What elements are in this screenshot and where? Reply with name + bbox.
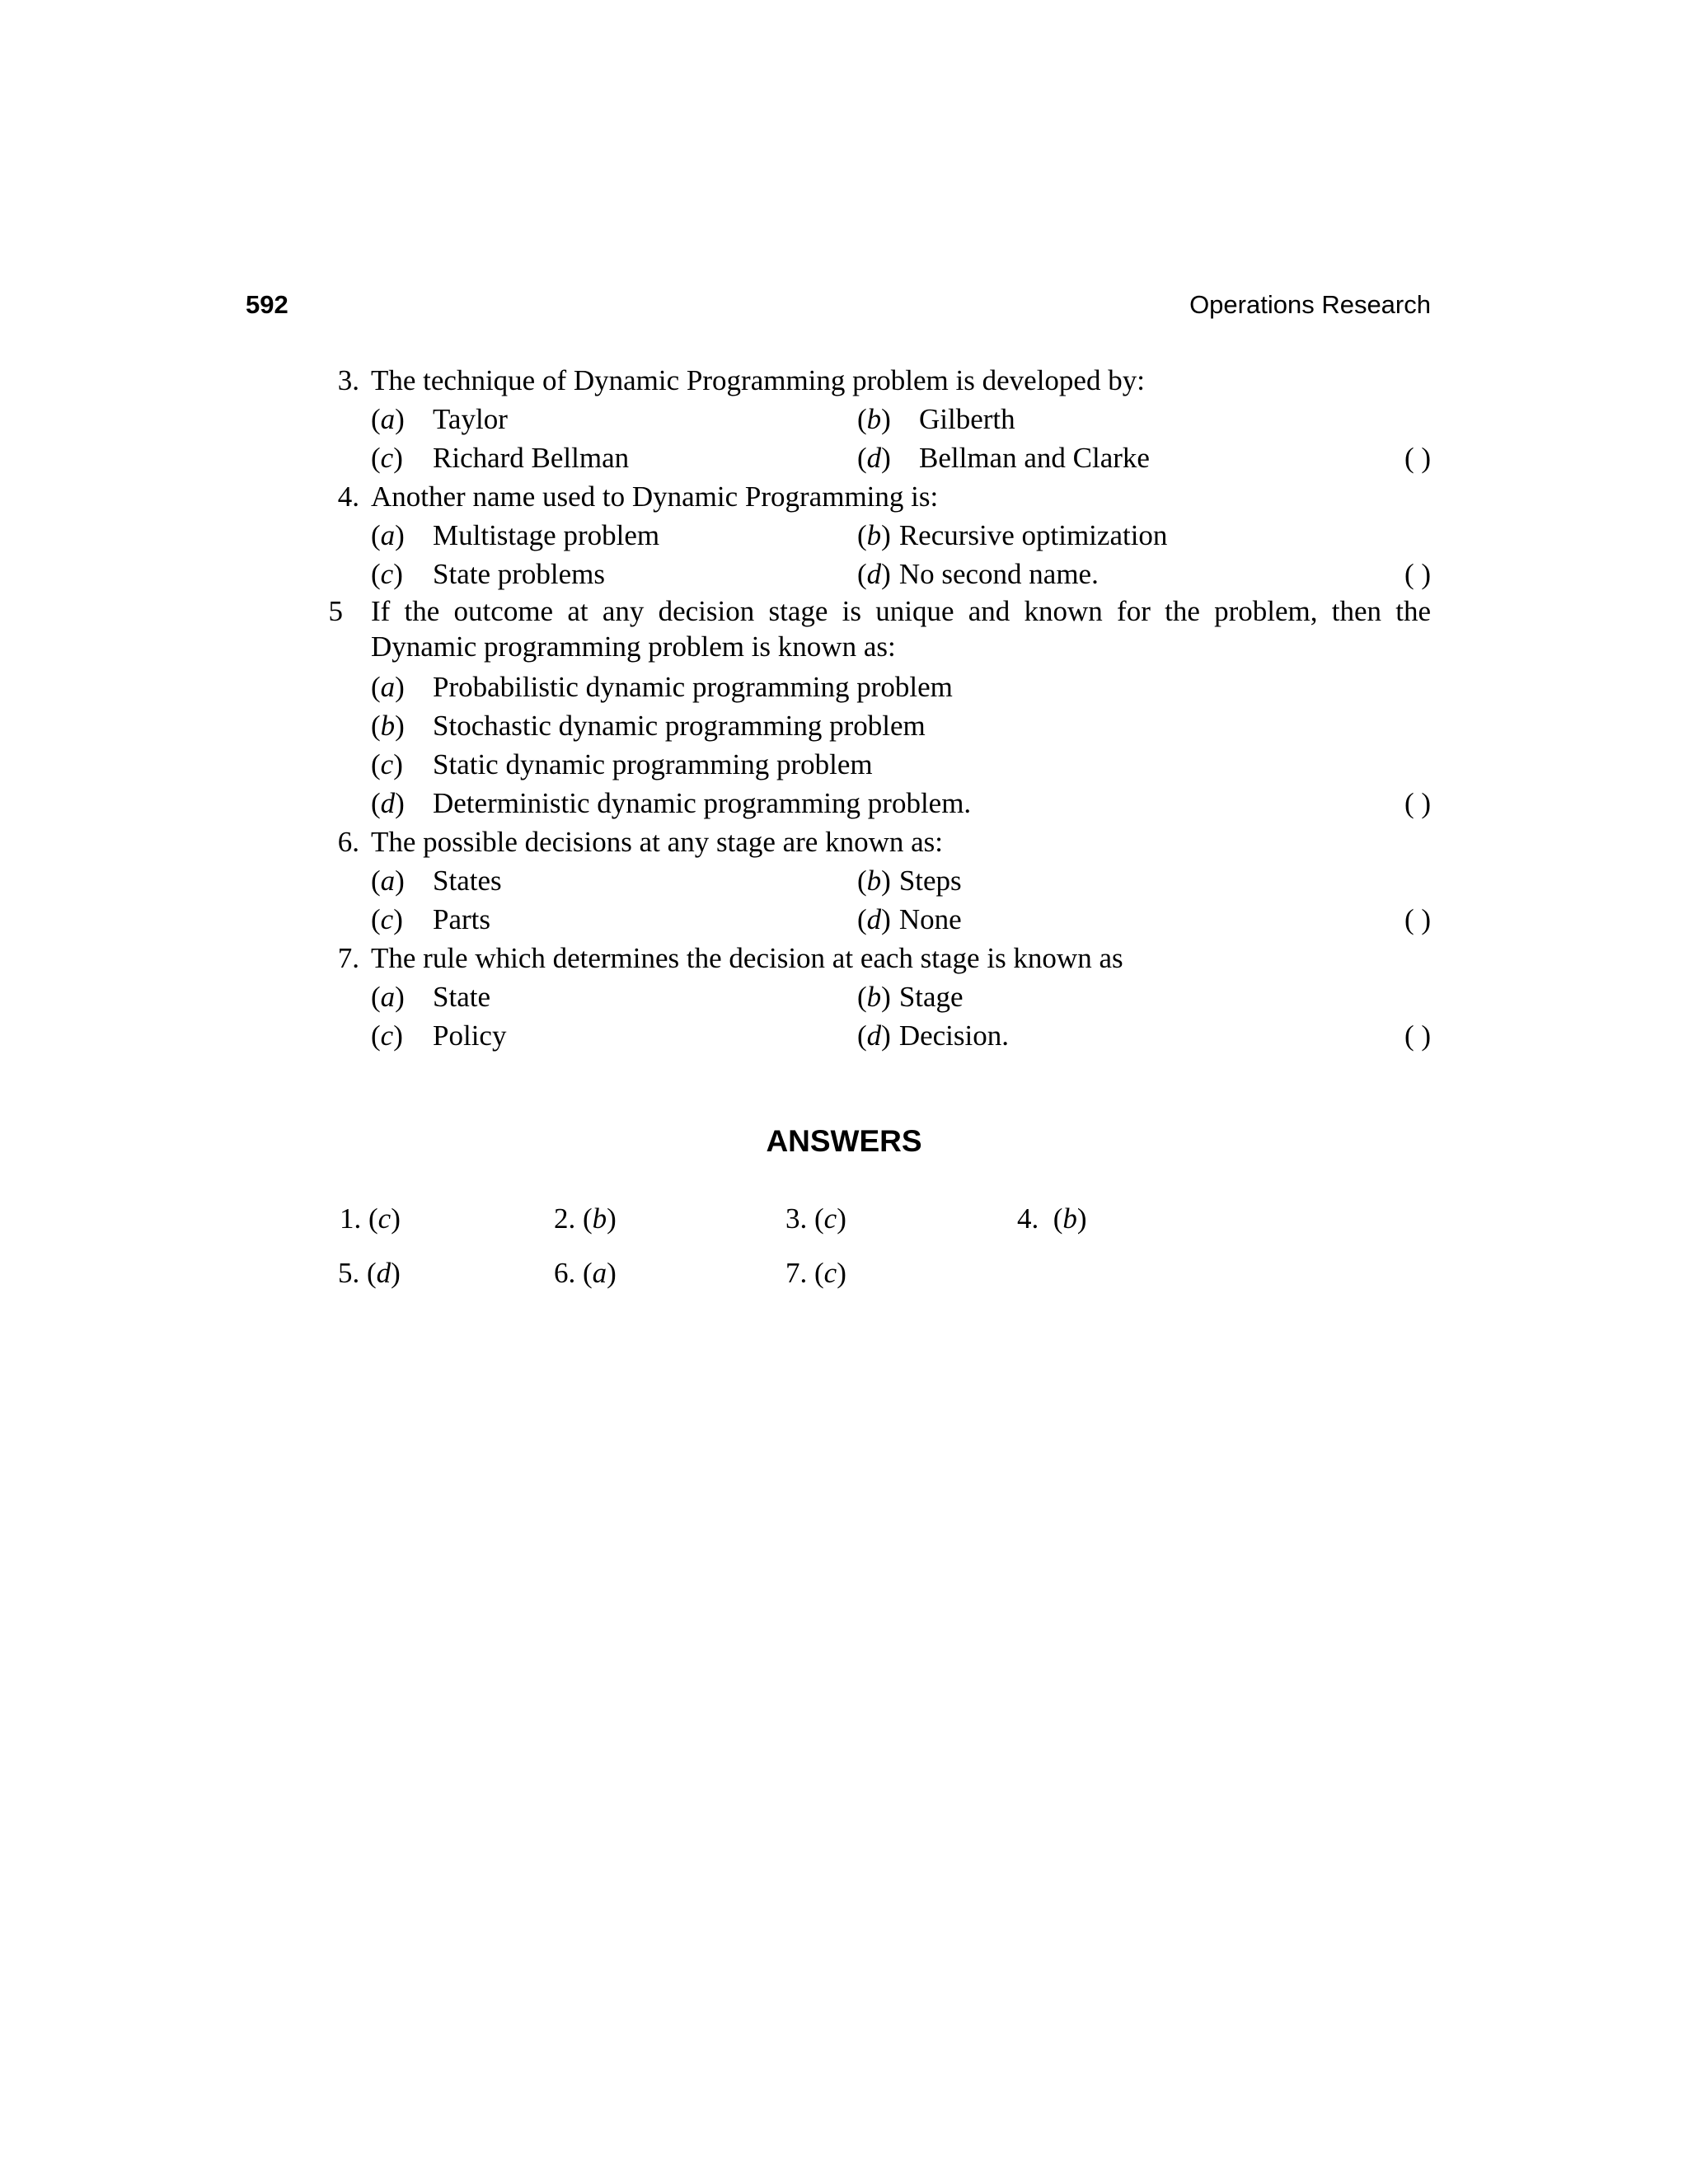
answer-blank: ( ) bbox=[1404, 787, 1431, 819]
question-text: The technique of Dynamic Programming problem is developed by: bbox=[371, 364, 1145, 396]
option-row bbox=[321, 516, 1431, 555]
option-a: (a) States bbox=[371, 865, 502, 897]
option-d: (d) No second name. bbox=[857, 558, 1099, 590]
question-7 bbox=[321, 939, 1431, 977]
question-text: If the outcome at any decision stage is unique and known for the problem, then the Dynamic programming problem is known as: bbox=[371, 595, 1431, 663]
question-text: Another name used to Dynamic Programming is: bbox=[371, 480, 939, 513]
option-row bbox=[321, 668, 1431, 706]
option-b: (b) Recursive optimization bbox=[857, 519, 1168, 551]
answer-blank: ( ) bbox=[1404, 1019, 1431, 1052]
question-number: 6. bbox=[337, 826, 359, 858]
option-b: (b) Gilberth bbox=[857, 403, 1015, 435]
question-3 bbox=[321, 361, 1431, 400]
option-d: (d) Deterministic dynamic programming problem. bbox=[371, 787, 972, 819]
option-c: (c) Policy bbox=[371, 1019, 507, 1052]
option-c: (c) Richard Bellman bbox=[371, 442, 630, 474]
option-a: (a) State bbox=[371, 981, 490, 1013]
question-number: 7. bbox=[337, 942, 359, 974]
answers-row bbox=[321, 1254, 1146, 1308]
option-d: (d) Bellman and Clarke bbox=[857, 442, 1150, 474]
option-b: (b) Steps bbox=[857, 865, 962, 897]
option-row bbox=[321, 555, 1431, 593]
question-text: The rule which determines the decision at each stage is known as bbox=[371, 942, 1123, 974]
answer-item: 1. (c) bbox=[340, 1202, 401, 1235]
question-number: 3. bbox=[337, 364, 359, 396]
option-d: (d) None bbox=[857, 903, 962, 935]
option-b: (b) Stage bbox=[857, 981, 964, 1013]
running-title: Operations Research bbox=[1189, 290, 1431, 319]
answers-heading: ANSWERS bbox=[766, 1124, 922, 1158]
answers-key bbox=[321, 1199, 1146, 1308]
option-row bbox=[321, 745, 1431, 784]
page-number: 592 bbox=[246, 290, 288, 319]
question-number: 4. bbox=[337, 480, 359, 513]
answer-item: 3. (c) bbox=[785, 1202, 846, 1235]
answer-item: 2. (b) bbox=[554, 1202, 617, 1235]
option-row bbox=[321, 900, 1431, 939]
question-text: The possible decisions at any stage are known as: bbox=[371, 826, 943, 858]
answers-row bbox=[321, 1199, 1146, 1254]
answer-blank: ( ) bbox=[1404, 903, 1431, 935]
answer-item: 4. (b) bbox=[1017, 1202, 1087, 1235]
answer-blank: ( ) bbox=[1404, 442, 1431, 474]
option-b: (b) Stochastic dynamic programming problem bbox=[371, 710, 926, 742]
answer-blank: ( ) bbox=[1404, 558, 1431, 590]
questions-list bbox=[321, 361, 1431, 1055]
option-c: (c) Parts bbox=[371, 903, 490, 935]
option-c: (c) Static dynamic programming problem bbox=[371, 748, 873, 780]
option-row bbox=[321, 400, 1431, 438]
option-row bbox=[321, 1016, 1431, 1055]
question-6 bbox=[321, 823, 1431, 861]
option-c: (c) State problems bbox=[371, 558, 605, 590]
option-row bbox=[321, 706, 1431, 745]
question-number: 5 bbox=[328, 595, 343, 627]
option-row bbox=[321, 977, 1431, 1016]
answer-item: 6. (a) bbox=[554, 1257, 617, 1289]
question-4 bbox=[321, 477, 1431, 516]
option-a: (a) Multistage problem bbox=[371, 519, 660, 551]
answer-item: 5. (d) bbox=[338, 1257, 401, 1289]
option-a: (a) Taylor bbox=[371, 403, 508, 435]
option-a: (a) Probabilistic dynamic programming problem bbox=[371, 671, 953, 703]
option-d: (d) Decision. bbox=[857, 1019, 1009, 1052]
page-header bbox=[246, 290, 1431, 323]
option-row bbox=[321, 861, 1431, 900]
option-row bbox=[321, 784, 1431, 823]
option-row bbox=[321, 438, 1431, 477]
question-5 bbox=[321, 593, 1431, 664]
answer-item: 7. (c) bbox=[785, 1257, 846, 1289]
